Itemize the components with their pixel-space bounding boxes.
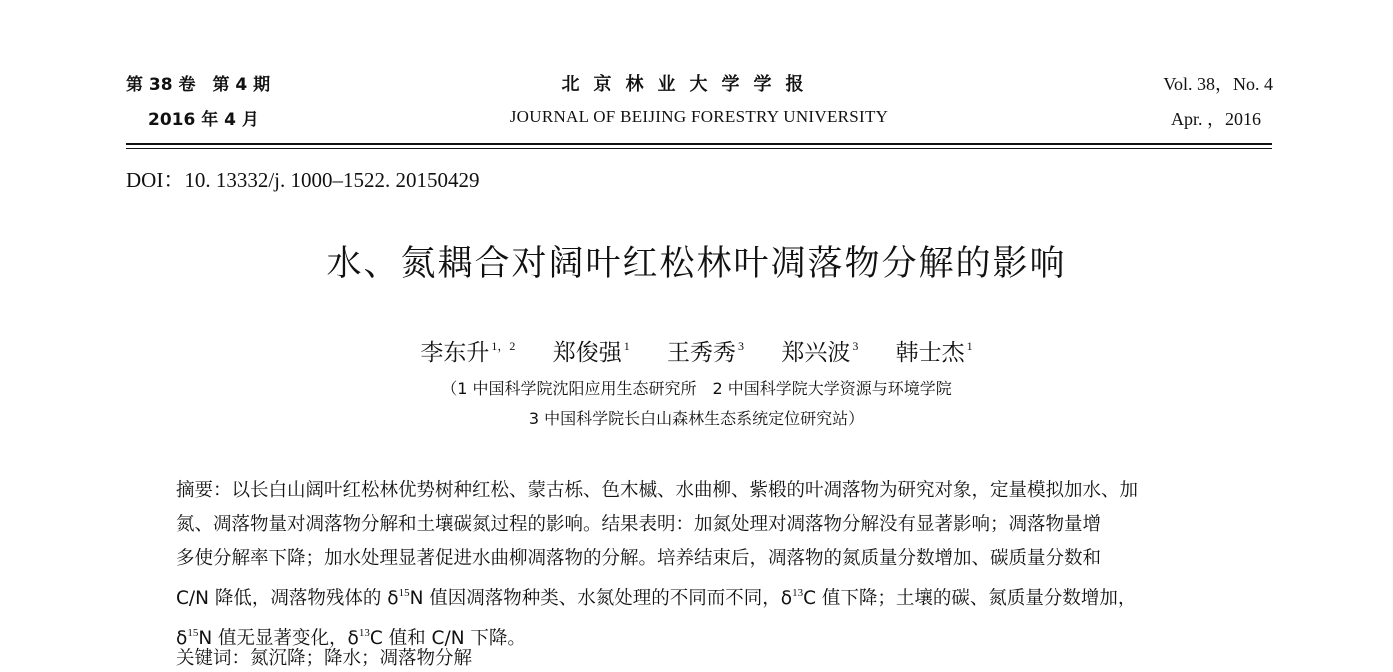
author [896,334,973,367]
author-name: 韩士杰 [895,340,965,366]
abstract-line [176,576,1224,616]
author [553,334,630,367]
keywords: 关键词：氮沉降；降水；凋落物分解 [176,648,473,669]
header-rule-thick [126,143,1272,145]
affiliation-line-1: （1 中国科学院沈阳应用生态研究所 2 中国科学院大学资源与环境学院 [441,379,952,398]
author-affiliation-mark: 1 [623,339,630,353]
affiliation-line-2: 3 中国科学院长白山森林生态系统定位研究站） [528,409,865,428]
author-name: 李东升 [420,340,490,366]
isotope-superscript: 15 [398,587,410,599]
volume-issue-cn: 第 38 卷 第 4 期 [126,75,271,95]
abstract-text: δ [176,628,188,649]
author-list [0,334,1393,367]
isotope-superscript: 13 [358,627,370,639]
author-affiliation-mark: 3 [738,339,744,353]
abstract-line: 氮、凋落物量对凋落物分解和土壤碳氮过程的影响。结果表明：加氮处理对凋落物分解没有显著影响；凋落物量增 [176,514,1102,535]
author-name: 郑兴波 [781,340,851,366]
volume-issue-en: Vol. 38，No. 4 [1163,74,1273,94]
abstract-line: 摘要：以长白山阔叶红松林优势树种红松、蒙古栎、色木槭、水曲柳、紫椴的叶凋落物为研究对象，定量模拟加水、加 [176,480,1139,501]
date-cn: 2016 年 4 月 [148,110,259,130]
author-affiliation-mark: 3 [852,339,859,353]
author [781,334,858,367]
doi: DOI：10. 13332/j. 1000–1522. 20150429 [126,168,480,192]
abstract-text: C 值和 C/N 下降。 [369,628,526,649]
author-affiliation-mark: 1 [966,339,973,353]
author-name: 郑俊强 [552,340,622,366]
author [420,334,515,367]
abstract [176,474,1224,656]
isotope-superscript: 15 [187,627,199,639]
author [667,334,744,367]
author-name: 王秀秀 [667,340,736,366]
date-en: Apr. ，2016 [1171,109,1261,129]
abstract-text: C 值下降；土壤的碳、氮质量分数增加， [803,588,1137,609]
author-affiliation-mark: 1，2 [491,339,516,353]
abstract-text: N 值无显著变化，δ [198,628,359,649]
isotope-superscript: 13 [792,587,804,599]
abstract-text: C/N 降低，凋落物残体的 δ [176,588,399,609]
paper-title: 水、氮耦合对阔叶红松林叶凋落物分解的影响 [326,244,1067,284]
journal-name-en: JOURNAL OF BEIJING FORESTRY UNIVERSITY [509,107,889,126]
journal-name-cn-text: 北京林业大学学报 [561,74,818,95]
abstract-line: 多使分解率下降；加水处理显著促进水曲柳凋落物的分解。培养结束后，凋落物的氮质量分数增加、碳质量分数和 [176,548,1102,569]
header-rule-thin [126,148,1272,149]
abstract-text: N 值因凋落物种类、水氮处理的不同而不同，δ [409,588,793,609]
